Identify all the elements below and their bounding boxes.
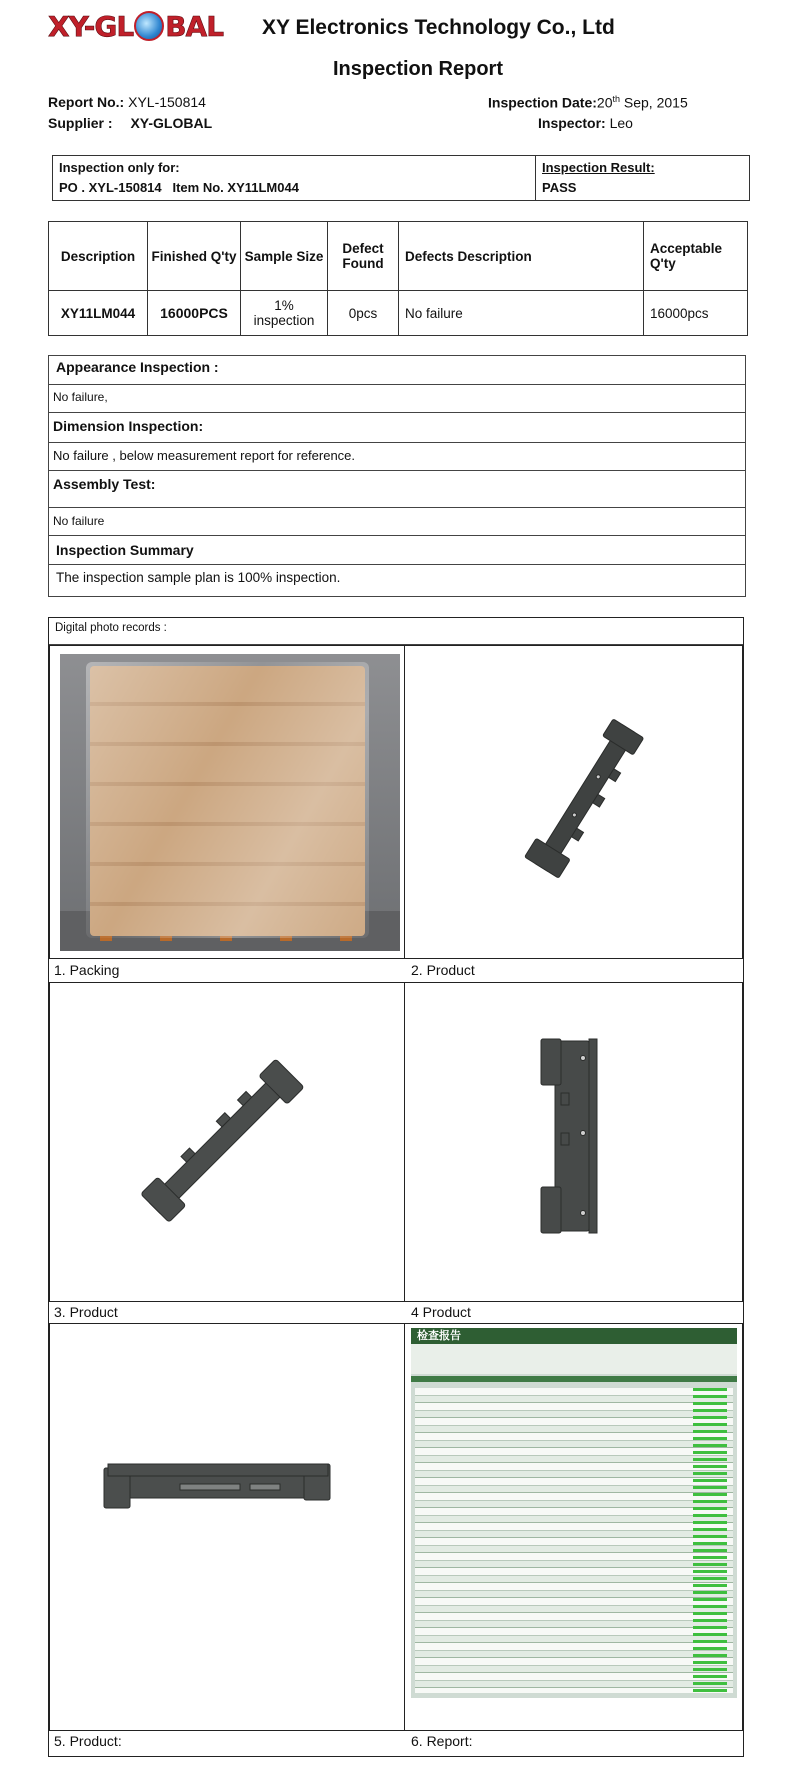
inspection-for-cell [53, 156, 536, 201]
item-value: XY11LM044 [227, 180, 299, 195]
report-heading: 检查报告 [411, 1328, 737, 1344]
product-image-4 [405, 983, 743, 1302]
company-logo [48, 6, 223, 46]
caption-4: 4 Product [411, 1304, 471, 1320]
appearance-body: No failure, [53, 390, 108, 404]
cell-acceptable-qty: 16000pcs [644, 291, 748, 336]
report-ok-marks-shape [693, 1388, 727, 1693]
divider [49, 470, 745, 471]
cell-defect-found: 0pcs [328, 291, 399, 336]
photo-records [48, 617, 744, 1757]
divider [49, 384, 745, 385]
logo-text-right: BAL [165, 9, 224, 43]
header-acceptable-qty: Acceptable Q'ty [644, 222, 748, 291]
report-rows-shape [415, 1388, 733, 1693]
caption-5: 5. Product: [54, 1733, 122, 1749]
item-label: Item No. [172, 180, 224, 195]
photo-product-2 [404, 645, 743, 959]
report-title: Inspection Report [332, 58, 503, 80]
inspection-result-cell [536, 156, 750, 201]
inspection-date [488, 94, 688, 111]
cell-defects-description: No failure [399, 291, 644, 336]
supplier [48, 115, 212, 131]
inspector [538, 115, 633, 131]
summary-data-row [49, 291, 748, 336]
supplier-value: XY-GLOBAL [130, 115, 213, 131]
divider [49, 442, 745, 443]
po-label: PO . [59, 180, 86, 195]
inspection-for-table [52, 155, 750, 201]
cell-sample-size: 1% inspection [241, 291, 328, 336]
dimension-body: No failure , below measurement report for reference. [53, 448, 356, 463]
photo-report [404, 1323, 743, 1731]
caption-6: 6. Report: [411, 1733, 473, 1749]
product-image-2 [405, 646, 743, 959]
product-image-3 [50, 983, 405, 1302]
cell-finished-qty: 16000PCS [148, 291, 241, 336]
supplier-label: Supplier : [48, 115, 113, 131]
header-defect-found: Defect Found [328, 222, 399, 291]
report-bar-shape [411, 1376, 737, 1382]
summary-body: The inspection sample plan is 100% inspection. [56, 570, 341, 585]
packing-image [60, 654, 400, 951]
header-description: Description [49, 222, 148, 291]
divider [49, 535, 745, 536]
logo-text-left: XY-GL [48, 9, 134, 43]
divider [49, 412, 745, 413]
divider [49, 507, 745, 508]
inspector-value: Leo [609, 115, 633, 131]
company-name: XY Electronics Technology Co., Ltd [262, 16, 615, 39]
globe-icon [134, 11, 164, 41]
report-no-value: XYL-150814 [128, 94, 206, 110]
photo-product-5 [49, 1323, 405, 1731]
inspector-label: Inspector: [538, 115, 606, 131]
photo-records-title: Digital photo records : [55, 622, 167, 634]
summary-heading: Inspection Summary [56, 542, 194, 558]
caption-2: 2. Product [411, 962, 475, 978]
inspection-sections [48, 355, 746, 597]
inspection-date-label: Inspection Date: [488, 94, 597, 111]
report-no [48, 94, 206, 110]
report-subheader-shape [411, 1344, 737, 1374]
caption-1: 1. Packing [54, 962, 120, 978]
dimension-heading: Dimension Inspection: [53, 418, 204, 434]
inspection-date-sup: th [612, 94, 620, 104]
photo-product-3 [49, 982, 405, 1302]
po-value: XYL-150814 [88, 180, 162, 195]
summary-table [48, 221, 748, 336]
inspection-result-label: Inspection Result: [542, 160, 655, 175]
stretch-wrap-shape [86, 662, 369, 938]
caption-3: 3. Product [54, 1304, 118, 1320]
summary-header-row [49, 222, 748, 291]
inspection-date-rest: Sep, 2015 [620, 94, 688, 111]
cell-description: XY11LM044 [49, 291, 148, 336]
divider [49, 564, 745, 565]
assembly-body: No failure [53, 514, 105, 528]
photo-packing [49, 645, 405, 959]
header-finished-qty: Finished Q'ty [148, 222, 241, 291]
inspection-result-value: PASS [542, 180, 577, 195]
report-no-label: Report No.: [48, 94, 125, 110]
photo-product-4 [404, 982, 743, 1302]
header-defects-description: Defects Description [399, 222, 644, 291]
assembly-heading: Assembly Test: [53, 476, 156, 492]
header-sample-size: Sample Size [241, 222, 328, 291]
appearance-heading: Appearance Inspection : [56, 359, 219, 375]
measurement-report-image [411, 1328, 737, 1698]
product-image-5 [50, 1324, 405, 1731]
inspection-date-day: 20 [596, 94, 613, 111]
inspection-for-label: Inspection only for: [59, 160, 180, 175]
